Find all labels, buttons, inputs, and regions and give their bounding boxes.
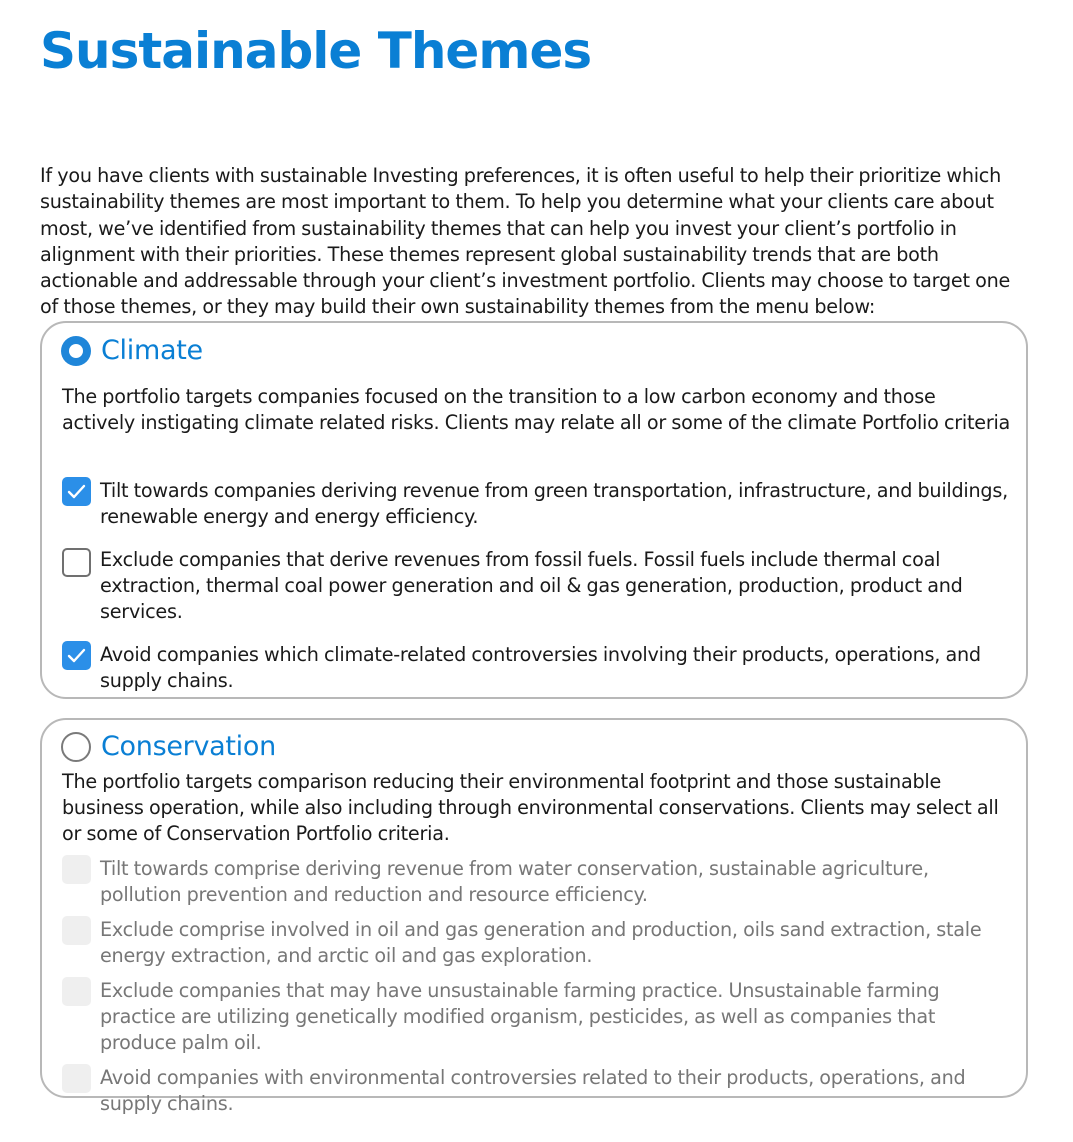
criterion-item bbox=[62, 977, 1012, 1056]
criterion-item bbox=[62, 855, 1012, 908]
criterion-label: Tilt towards companies deriving revenue from green transportation, infrastructure, and buildings, renewable energy and energy efficiency. bbox=[100, 479, 1008, 528]
radio-unselected-icon[interactable] bbox=[61, 732, 91, 762]
criterion-label: Exclude companies that derive revenues from fossil fuels. Fossil fuels include thermal coal extraction, thermal coal power generation and oil & gas generation, production, product and services. bbox=[100, 548, 963, 623]
theme-name: Climate bbox=[101, 335, 203, 366]
checkbox-disabled bbox=[62, 1064, 91, 1093]
criterion-item bbox=[62, 546, 1012, 625]
theme-description: The portfolio targets comparison reducing their environmental footprint and those sustainable business operation, while also including through environmental conservations. Clients may select all or some of Conservation Portfolio criteria. bbox=[62, 770, 999, 845]
checkbox-disabled bbox=[62, 855, 91, 884]
theme-card-conservation bbox=[40, 718, 1028, 1115]
checkbox-unchecked[interactable] bbox=[62, 548, 91, 577]
page-title: Sustainable Themes bbox=[40, 22, 592, 80]
theme-card-climate bbox=[40, 321, 1028, 699]
checkbox-checked[interactable] bbox=[62, 477, 91, 506]
radio-selected-icon[interactable] bbox=[61, 336, 91, 366]
criterion-label: Exclude comprise involved in oil and gas generation and production, oils sand extraction, stale energy extraction, and arctic oil and gas exploration. bbox=[100, 918, 982, 967]
criterion-item bbox=[62, 641, 1012, 694]
theme-description: The portfolio targets companies focused on the transition to a low carbon economy and those actively instigating climate related risks. Clients may relate all or some of the climate Portfolio criteria bbox=[62, 385, 1011, 434]
criterion-item bbox=[62, 916, 1012, 969]
criterion-item bbox=[62, 477, 1012, 530]
theme-header-climate[interactable] bbox=[61, 334, 203, 368]
theme-name: Conservation bbox=[101, 731, 276, 762]
criterion-label: Tilt towards comprise deriving revenue from water conservation, sustainable agriculture, pollution prevention and reduction and resource efficiency. bbox=[100, 857, 929, 906]
criterion-label: Avoid companies which climate-related controversies involving their products, operations, and supply chains. bbox=[100, 643, 981, 692]
theme-header-conservation[interactable] bbox=[61, 730, 276, 764]
criterion-label: Avoid companies with environmental controversies related to their products, operations, and supply chains. bbox=[100, 1066, 966, 1115]
checkbox-disabled bbox=[62, 977, 91, 1006]
criterion-item bbox=[62, 1064, 1012, 1117]
checkbox-checked[interactable] bbox=[62, 641, 91, 670]
intro-paragraph: If you have clients with sustainable Investing preferences, it is often useful to help their prioritize which sustainability themes are most important to them. To help you determine what your clients care about most, we’ve identified from sustainability themes that can help you invest your client’s portfolio in alignment with their priorities. These themes represent global sustainability trends that are both actionable and addressable through your client’s investment portfolio. Clients may choose to target one of those themes, or they may build their own sustainability themes from the menu below: bbox=[40, 164, 1011, 319]
checkmark-icon bbox=[67, 647, 86, 664]
criteria-list bbox=[62, 477, 1012, 710]
sustainable-themes-page bbox=[40, 0, 1030, 1115]
checkbox-disabled bbox=[62, 916, 91, 945]
criteria-list bbox=[62, 855, 1012, 1125]
criterion-label: Exclude companies that may have unsustainable farming practice. Unsustainable farming practice are utilizing genetically modified organism, pesticides, as well as companies that produce palm oil. bbox=[100, 979, 940, 1054]
checkmark-icon bbox=[67, 483, 86, 500]
